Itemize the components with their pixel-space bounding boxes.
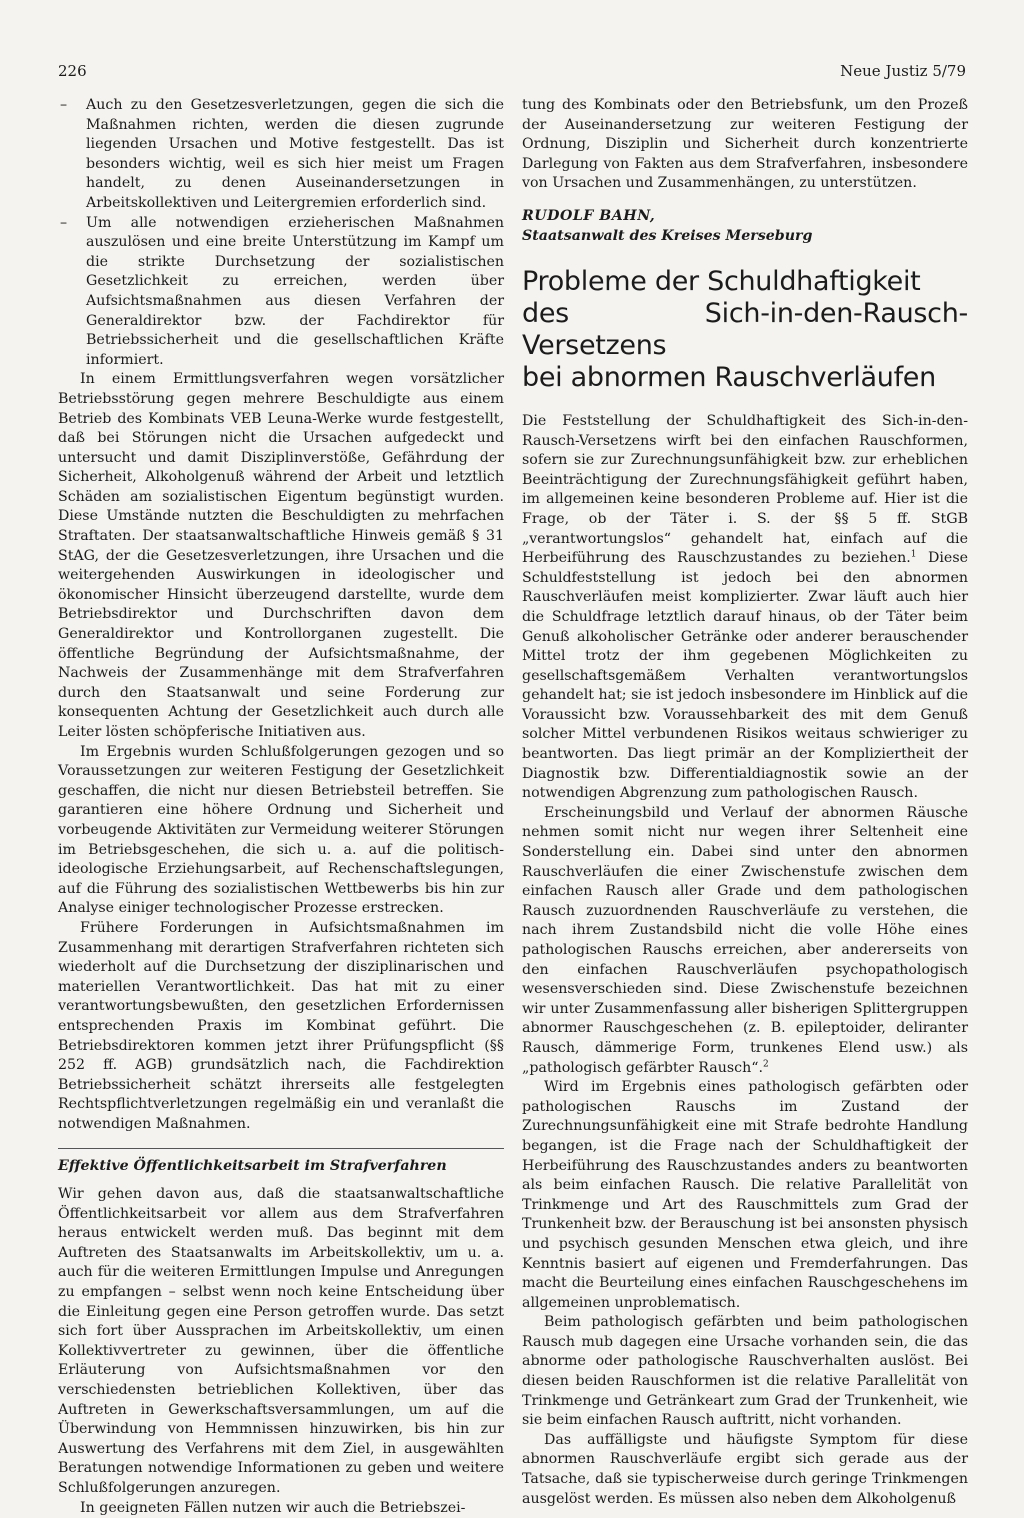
left-column xyxy=(58,96,504,1518)
measures-list xyxy=(58,96,504,370)
footnote-marker: 2 xyxy=(763,1058,769,1069)
body-paragraph: Beim pathologisch gefärbten und beim pathologischen Rausch mub dagegen eine Ursache vorhanden sein, die das abnorme oder pathologische Rauschverhalten auslöst. Bei diesen beiden Rauschformen ist die relative Parallelität von Trinkmenge und Getränkeart zum Grad der Trunkenheit, wie sie beim einfachen Rausch auftritt, nicht vorhanden. xyxy=(522,1314,968,1429)
paragraph-text: Erscheinungsbild und Verlauf der abnormen Räusche nehmen somit nicht nur wegen ihrer Seltenheit eine Sonderstellung ein. Dabei sind unter den abnormen Rauschverläufen die einer Zwischenstufe zwischen dem einfachen Rausch aller Grade und dem pathologischen Rausch zuzuordnenden Rauschverläufe zu verstehen, die nach ihrem Zustandsbild nicht die volle Höhe eines pathologischen Rauschs erreichen, aber andererseits von den einfachen Rauschverläufen psychopathologisch wesensverschieden sind. Diese Zwischenstufe bezeichnen wir unter Zusammenfassung aller bisherigen Splittergruppen abnormer Rauschgeschehen (z. B. epileptoider, deliranter Rausch, dämmerige Form, trunkenes Elend usw.) als „pathologisch gefärbter Rausch“. xyxy=(522,804,968,1076)
page-number: 226 xyxy=(58,62,87,80)
body-paragraph: Im Ergebnis wurden Schlußfolgerungen gezogen und so Voraussetzungen zur weiteren Festigung der Gesetzlichkeit geschaffen, die nicht nur diesen Betriebsteil betreffen. Sie garantieren eine höhere Ordnung und Sicherheit und vorbeugende Aktivitäten zur Vermeidung weiterer Störungen im Betriebsgeschehen, die sich u. a. auf die politisch-ideologische Erziehungsarbeit, auf Rechenschaftslegungen, auf die Führung des sozialistischen Wettbewerbs bis hin zur Analyse einiger technologischer Prozesse erstrecken. xyxy=(58,743,504,917)
continued-paragraph: tung des Kombinats oder den Betriebsfunk, um den Prozeß der Auseinandersetzung zur weiteren Festigung der Ordnung, Disziplin und Sicherheit durch konzentrierte Darlegung von Fakten aus dem Strafverfahren, insbesondere von Ursachen und Zusammenhängen, zu unterstützen. xyxy=(522,97,968,192)
body-paragraph: Frühere Forderungen in Aufsichtsmaßnahmen im Zusammenhang mit derartigen Strafverfahren richteten sich wiederholt auf die Durchsetzung der disziplinarischen und materiellen Verantwortlichkeit. Das hat mit zu einer verantwortungsbewußten, den gesetzlichen Erfordernissen entsprechenden Praxis im Kombinat geführt. Die Betriebsdirektoren kommen jetzt ihrer Prüfungspflicht (§§ 252 ff. AGB) grundsätzlich nach, die Fachdirektion Betriebssicherheit schätzt ihrerseits alle festgelegten Rechtspflichtverletzungen regelmäßig ein und veranlaßt die notwendigen Maßnahmen. xyxy=(58,919,504,1132)
running-head xyxy=(58,62,966,80)
body-paragraph xyxy=(522,412,968,804)
body-paragraph: Wir gehen davon aus, daß die staatsanwaltschaftliche Öffentlichkeitsarbeit vor allem aus dem Strafverfahren heraus entwickelt werden muß. Das beginnt mit dem Auftreten des Staatsanwalts im Arbeitskollektiv, um u. a. auch für die weiteren Ermittlungen Impulse und Anregungen zu empfangen – selbst wenn noch keine Entscheidung über die Einleitung gegen eine Person getroffen wurde. Das setzt sich fort über Aussprachen im Arbeitskollektiv, um einen Kollektivvertreter zu gewinnen, über die öffentliche Erläuterung von Aufsichtsmaßnahmen vor den verschiedensten betrieblichen Kollektiven, über das Auftreten in Gewerkschaftsversammlungen, um auf die Überwindung von Hemmnissen hinzuwirken, bis hin zur Auswertung des Verfahrens mit dem Ziel, in ausgewählten Beratungen notwendige Informationen zu geben und weitere Schlußfolgerungen anzuregen. xyxy=(58,1186,504,1496)
body-paragraph: In geeigneten Fällen nutzen wir auch die Betriebszei- xyxy=(80,1499,466,1516)
body-paragraph: Das auffälligste und häufigste Symptom für diese abnormen Rauschverläufe ergibt sich gerade aus der Tatsache, daß sie typischerweise durch geringe Trinkmengen ausgelöst werden. Es müssen also neben dem Alkoholgenuß xyxy=(522,1431,968,1507)
body-paragraph xyxy=(522,804,968,1078)
paragraph-text: Die Feststellung der Schuldhaftigkeit des Sich-in-den-Rausch-Versetzens wirft bei den einfachen Rauschformen, sofern sie zur Zurechnungsunfähigkeit bzw. zur erheblichen Beeinträchtigung der Zurechnungsfähigkeit geführt haben, im allgemeinen keine besonderen Probleme auf. Hier ist die Frage, ob der Täter i. S. der §§ 5 ff. StGB „verantwortungslos“ gehandelt hat, einfach auf die Herbeiführung des Rauschzustandes zu beziehen. xyxy=(522,412,968,567)
paragraph-text: Diese Schuldfeststellung ist jedoch bei den abnormen Rauschverläufen meist komplizierter. Zwar läuft auch hier die Schuldfrage letztlich darauf hinaus, ob der Täter beim Genuß alkoholischer Getränke oder anderer berauschender Mittel trotz der ihm gegebenen Möglichkeiten zu gesellschaftsgemäßem Verhalten verantwortungslos gehandelt hat; sie ist jedoch insbesondere im Hinblick auf die Voraussicht bzw. Voraussehbarkeit des mit dem Genuß solcher Mittel verbundenen Risikos weitaus schwieriger zu beantworten. Das liegt primär an der Kompliziertheit der Diagnostik bzw. Differentialdiagnostik sowie an der notwendigen Abgrenzung zum pathologischen Rausch. xyxy=(522,550,969,802)
article-title-line: bei abnormen Rauschverläufen xyxy=(522,361,936,393)
author-signature xyxy=(522,206,968,246)
list-item: – Auch zu den Gesetzesverletzungen, gegen die sich die Maßnahmen richten, werden die diesen zugrunde liegenden Ursachen und Motive festgestellt. Das ist besonders wichtig, weil es sich hier meist um Fragen handelt, zu denen Auseinandersetzungen in Arbeitskollektiven und Leitergremien erforderlich sind. xyxy=(58,96,504,214)
journal-issue: Neue Justiz 5/79 xyxy=(840,62,966,80)
list-item: – Um alle notwendigen erzieherischen Maßnahmen auszulösen und eine breite Unterstützung im Kampf um die strikte Durchsetzung der sozialistischen Gesetzlichkeit zu erreichen, werden über Aufsichtsmaßnahmen aus diesen Verfahren der Generaldirektor bzw. der Fachdirektor für Betriebssicherheit und die gesellschaftlichen Kräfte informiert. xyxy=(58,214,504,371)
author-name: RUDOLF BAHN, xyxy=(522,207,656,224)
section-subheading: Effektive Öffentlichkeitsarbeit im Strafverfahren xyxy=(58,1148,504,1177)
body-paragraph: In einem Ermittlungsverfahren wegen vorsätzlicher Betriebsstörung gegen mehrere Beschuldigte aus einem Betrieb des Kombinats VEB Leuna-Werke wurde festgestellt, daß bei Störungen nicht die Ursachen aufgedeckt und untersucht und damit Disziplinverstöße, Gefährdung der Sicherheit, Alkoholgenuß während der Arbeit und letztlich Schäden am sozialistischen Eigentum begünstigt wurden. Diese Umstände nutzten die Beschuldigten zu mehrfachen Straftaten. Der staatsanwaltschaftliche Hinweis gemäß § 31 StAG, der die Gesetzesverletzungen, ihre Ursachen und die weitergehenden Auswirkungen in ideologischer und ökonomischer Hinsicht überzeugend darstellte, wurde dem Betriebsdirektor und Durchschriften davon dem Generaldirektor und Kontrollorganen zugestellt. Die öffentliche Begründung der Aufsichtsmaßnahme, der Nachweis der Zusammenhänge mit dem Strafverfahren durch den Staatsanwalt und seine Forderung zur konsequenten Achtung der Gesetzlichkeit auch durch alle Leiter lösten schöpferische Initiativen aus. xyxy=(58,371,504,740)
article-title-line: Probleme der Schuldhaftigkeit xyxy=(522,265,921,297)
author-role: Staatsanwalt des Kreises Merseburg xyxy=(522,227,813,244)
right-column xyxy=(522,96,968,1509)
footnote-marker: 1 xyxy=(910,549,917,560)
article-title xyxy=(522,266,968,394)
article-title-line: des Sich-in-den-Rausch-Versetzens xyxy=(522,297,968,361)
body-paragraph: Wird im Ergebnis eines pathologisch gefärbten oder pathologischen Rauschs im Zustand der Zurechnungsunfähigkeit eine mit Strafe bedrohte Handlung begangen, ist die Frage nach der Schuldhaftigkeit der Herbeiführung des Rauschzustandes anders zu beantworten als beim einfachen Rausch. Die relative Parallelität von Trinkmenge und Art des Rauschmittels zum Grad der Trunkenheit bzw. der Berauschung ist bei ansonsten physisch und psychisch gesunden Menschen etwa gleich, und ihre Kenntnis basiert auf eigenen und Fremderfahrungen. Das macht die Beurteilung eines einfachen Rauschgeschehens im allgemeinen unproblematisch. xyxy=(522,1079,968,1311)
